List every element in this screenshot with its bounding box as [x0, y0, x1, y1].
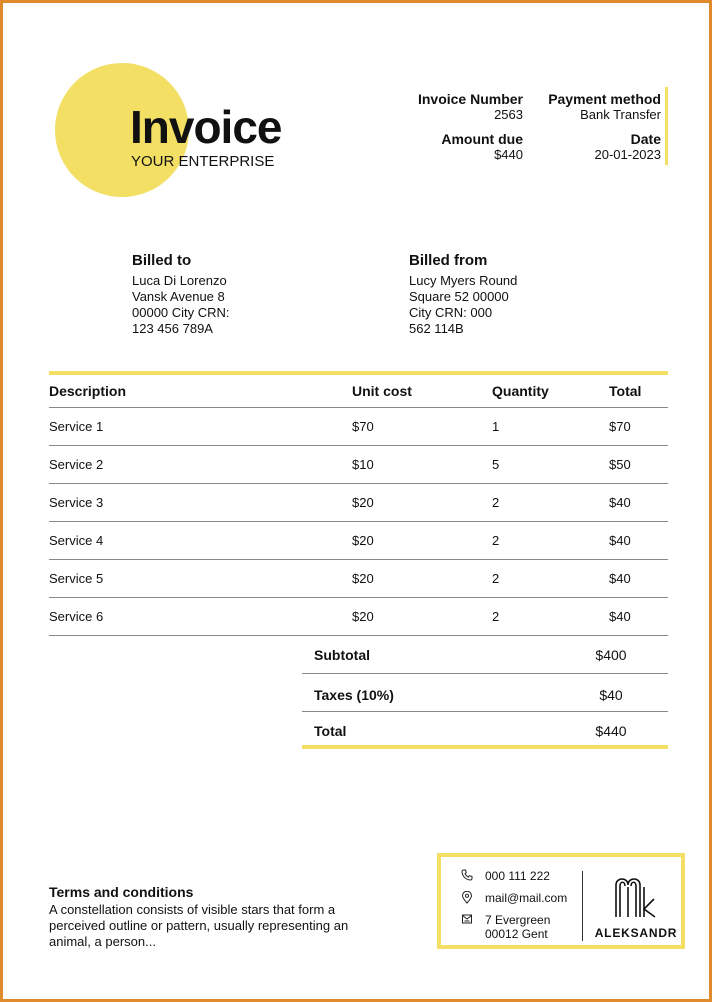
billed-from-label: Billed from	[409, 252, 488, 269]
brand-logo	[591, 873, 681, 940]
totals-bottom-accent	[302, 745, 668, 749]
billed-to-label: Billed to	[132, 252, 192, 269]
row-description: Service 5	[49, 571, 104, 586]
billed-to-line: 123 456 789A	[132, 321, 213, 336]
contact-address-line1: 7 Evergreen	[485, 913, 551, 927]
header-description: Description	[49, 383, 127, 399]
meta-accent-bar	[665, 87, 668, 165]
contact-phone	[461, 869, 567, 883]
location-pin-icon	[461, 891, 473, 904]
contact-address	[461, 913, 567, 941]
phone-icon	[461, 869, 473, 881]
taxes-label: Taxes (10%)	[314, 687, 394, 703]
amount-due-label: Amount due	[441, 131, 523, 147]
invoice-number-value: 2563	[494, 107, 523, 122]
billed-from-line: 562 114B	[409, 321, 464, 336]
table-row: Service 1 $70 1 $70	[49, 407, 668, 446]
table-row: Service 5 $20 2 $40	[49, 559, 668, 598]
billed-from-line: City CRN: 000	[409, 305, 493, 320]
invoice-number-block	[403, 91, 523, 123]
amount-due-value: $440	[494, 147, 523, 162]
row-description: Service 4	[49, 533, 104, 548]
taxes-row	[302, 673, 668, 712]
date-value: 20-01-2023	[594, 147, 661, 162]
total-label: Total	[314, 723, 347, 739]
billed-to-line: 00000 City CRN:	[132, 305, 230, 320]
date-label: Date	[630, 131, 661, 147]
payment-method-value: Bank Transfer	[580, 107, 661, 122]
contact-box	[437, 853, 685, 949]
invoice-title: Invoice	[130, 101, 282, 153]
billed-from-line: Lucy Myers Round	[409, 273, 518, 288]
table-header-row: Description Unit cost Quantity Total	[49, 369, 668, 408]
contact-phone-text: 000 111 222	[485, 869, 550, 883]
billed-to-block	[132, 253, 230, 337]
taxes-value: $40	[599, 687, 623, 703]
billed-from-block	[409, 253, 517, 337]
amount-due-block	[403, 131, 523, 163]
enterprise-subtitle: YOUR ENTERPRISE	[131, 153, 275, 170]
subtotal-label: Subtotal	[314, 647, 370, 663]
invoice-number-label: Invoice Number	[417, 91, 523, 107]
contact-email-text: mail@mail.com	[485, 891, 568, 905]
contact-address-line2: 00012 Gent	[485, 927, 548, 941]
brand-name: ALEKSANDR	[594, 926, 678, 940]
terms-text: A constellation consists of visible stars that form a perceived outline or pattern, usually representing an animal, a person...	[49, 902, 349, 949]
terms-label: Terms and conditions	[49, 884, 194, 900]
table-row: Service 3 $20 2 $40	[49, 483, 668, 522]
billed-from-line: Square 52 00000	[409, 289, 509, 304]
date-block	[523, 131, 661, 163]
row-description: Service 2	[49, 457, 104, 472]
total-row	[302, 711, 668, 749]
table-row: Service 4 $20 2 $40	[49, 521, 668, 560]
table-row: Service 6 $20 2 $40	[49, 597, 668, 636]
row-description: Service 3	[49, 495, 104, 510]
row-description: Service 6	[49, 609, 104, 624]
total-value: $440	[595, 723, 627, 739]
contact-email	[461, 891, 567, 905]
row-description: Service 1	[49, 419, 104, 434]
billed-to-line: Luca Di Lorenzo	[132, 273, 227, 288]
subtotal-row	[302, 635, 668, 674]
table-row: Service 2 $10 5 $50	[49, 445, 668, 484]
payment-method-label: Payment method	[548, 91, 661, 107]
monogram-mk-icon	[612, 873, 660, 919]
terms-block	[49, 884, 369, 950]
payment-method-block	[523, 91, 661, 123]
contact-divider	[582, 871, 583, 941]
subtotal-value: $400	[595, 647, 627, 663]
contact-list	[461, 869, 567, 949]
billed-to-line: Vansk Avenue 8	[132, 289, 225, 304]
mail-icon	[461, 913, 473, 925]
